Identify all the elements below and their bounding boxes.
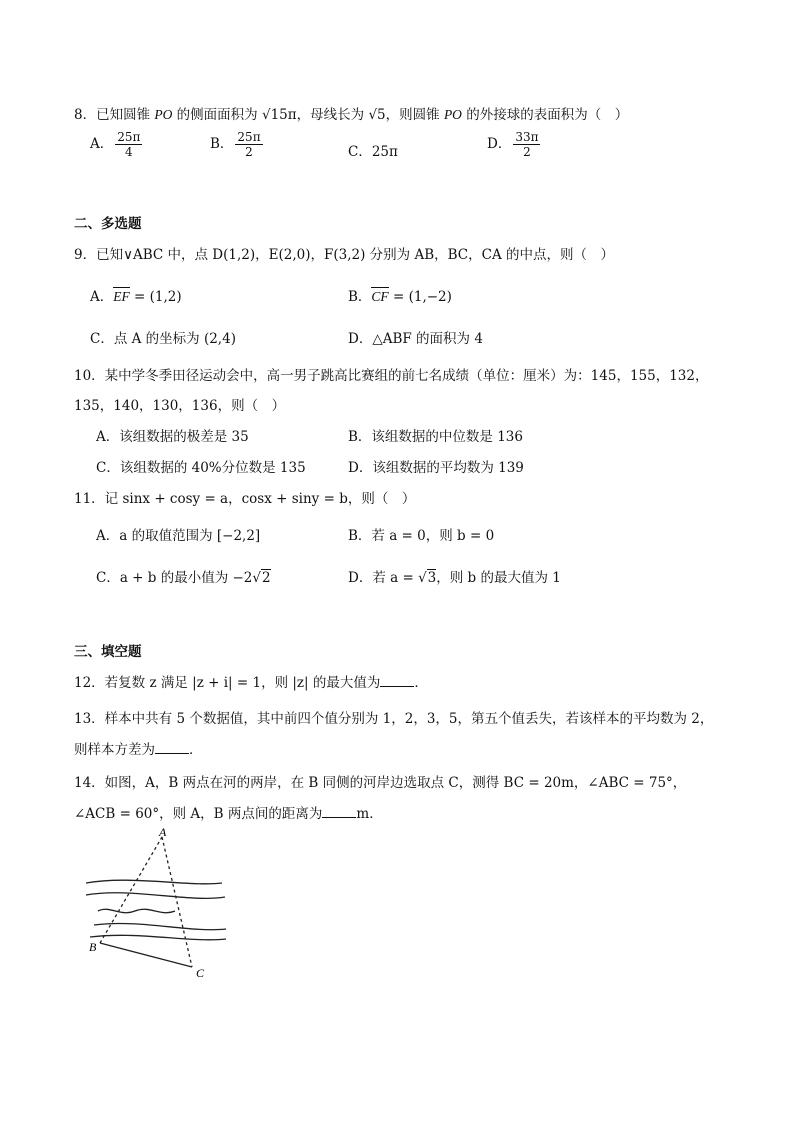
vector-cf: CF — [371, 289, 389, 304]
q8-stem-part: 的侧面面积为 — [172, 107, 262, 123]
segment-ab — [100, 837, 162, 943]
vector-ef: EF — [113, 289, 130, 304]
segment-bc — [100, 943, 192, 967]
river-bank-top-2 — [86, 893, 225, 899]
q9-option-b — [348, 285, 452, 305]
fraction — [115, 130, 142, 159]
option-value: = (1,−2) — [388, 289, 452, 305]
q12-text: ． — [414, 675, 428, 691]
answer-blank[interactable] — [380, 674, 414, 687]
option-text: C．a + b 的最小值为 −2 — [96, 570, 253, 586]
option-label: B． — [210, 136, 234, 152]
q9-option-d: D．△ABF 的面积为 4 — [348, 331, 483, 347]
q8-stem — [74, 103, 628, 123]
river-bank-top — [86, 880, 222, 884]
q13-text: ． — [189, 742, 203, 758]
q8-stem-part: ，则圆锥 — [385, 107, 444, 123]
q14-text: m． — [356, 806, 383, 822]
river-bank-bottom — [94, 923, 226, 929]
option-label: C． — [348, 144, 372, 160]
q11-stem: 11．记 sinx + cosy = a，cosx + siny = b，则（ ） — [74, 491, 416, 507]
option-label: B． — [348, 289, 372, 305]
q11-option-c: C．a + b 的最小值为 −2√2 — [96, 570, 271, 586]
section-heading-multiple-choice: 二、多选题 — [74, 216, 142, 232]
q12-text: 12．若复数 z 满足 |z + i| = 1，则 |z| 的最大值为 — [74, 675, 381, 691]
option-value: = (1,2) — [129, 289, 182, 305]
point-b-label: B — [89, 940, 97, 954]
q11-option-a: A．a 的取值范围为 [−2,2] — [96, 528, 261, 544]
q13-text: 则样本方差为 — [74, 742, 155, 758]
q8-stem-part: 的外接球的表面积为（ ） — [461, 107, 629, 123]
point-c-label: C — [196, 966, 205, 980]
q14-stem-line2 — [74, 802, 383, 822]
q8-length: √5 — [368, 107, 386, 123]
denominator: 2 — [523, 145, 531, 159]
option-label: D． — [487, 136, 512, 152]
segment-ac — [162, 837, 192, 967]
option-value: 25π — [371, 144, 398, 160]
q8-stem-part: 8．已知圆锥 — [74, 107, 155, 123]
q8-option-b — [210, 130, 265, 159]
q10-option-a: A．该组数据的极差是 35 — [96, 429, 249, 445]
river-wave — [98, 909, 175, 912]
option-text: D．若 a = — [348, 570, 419, 586]
fraction — [235, 130, 262, 159]
q8-po: PO — [154, 107, 173, 122]
q10-option-c: C．该组数据的 40%分位数是 135 — [96, 460, 306, 476]
denominator: 4 — [125, 145, 133, 159]
point-a-label: A — [159, 825, 167, 839]
q10-option-b: B．该组数据的中位数是 136 — [348, 429, 523, 445]
q8-area: √15π — [261, 107, 297, 123]
q13-stem-line2 — [74, 738, 203, 758]
river-figure — [80, 825, 240, 985]
q11-option-d: D．若 a = √3，则 b 的最大值为 1 — [348, 570, 561, 586]
q11-option-b: B．若 a = 0，则 b = 0 — [348, 528, 495, 544]
fraction — [513, 130, 540, 159]
q10-stem-line2: 135，140，130，136，则（ ） — [74, 398, 286, 414]
option-label: A． — [90, 136, 114, 152]
q10-stem-line1: 10．某中学冬季田径运动会中，高一男子跳高比赛组的前七名成绩（单位：厘米）为：145，155，132， — [74, 368, 709, 384]
section-heading-fill-in: 三、填空题 — [74, 644, 142, 660]
q8-option-a — [90, 130, 144, 159]
q12-stem — [74, 671, 428, 691]
q8-stem-part: ，母线长为 — [296, 107, 369, 123]
river-bank-bottom-2 — [90, 935, 226, 940]
q8-po: PO — [443, 107, 462, 122]
answer-blank[interactable] — [322, 805, 356, 818]
numerator: 25π — [117, 130, 141, 144]
q8-option-d — [487, 130, 542, 159]
q8-option-c — [348, 140, 398, 160]
numerator: 33π — [515, 130, 539, 144]
answer-blank[interactable] — [155, 741, 189, 754]
q14-text: ∠ACB = 60°，则 A，B 两点间的距离为 — [74, 806, 323, 822]
q9-option-c: C．点 A 的坐标为 (2,4) — [90, 331, 236, 347]
q13-stem-line1: 13．样本中共有 5 个数据值，其中前四个值分别为 1，2，3，5，第五个值丢失，若该样本的平均数为 2， — [74, 711, 714, 727]
q9-stem: 9．已知∨ABC 中，点 D(1,2)，E(2,0)，F(3,2) 分别为 AB，BC，CA 的中点，则（ ） — [74, 247, 614, 263]
q9-option-a — [90, 285, 182, 305]
radicand: 2 — [262, 570, 271, 586]
denominator: 2 — [245, 145, 253, 159]
option-label: A． — [90, 289, 114, 305]
radicand: 3 — [427, 570, 437, 586]
numerator: 25π — [237, 130, 261, 144]
option-text: ，则 b 的最大值为 1 — [436, 570, 561, 586]
q14-stem-line1: 14．如图，A，B 两点在河的两岸，在 B 同侧的河岸边选取点 C，测得 BC = 20m，∠ABC = 75°， — [74, 775, 687, 791]
q10-option-d: D．该组数据的平均数为 139 — [348, 460, 524, 476]
